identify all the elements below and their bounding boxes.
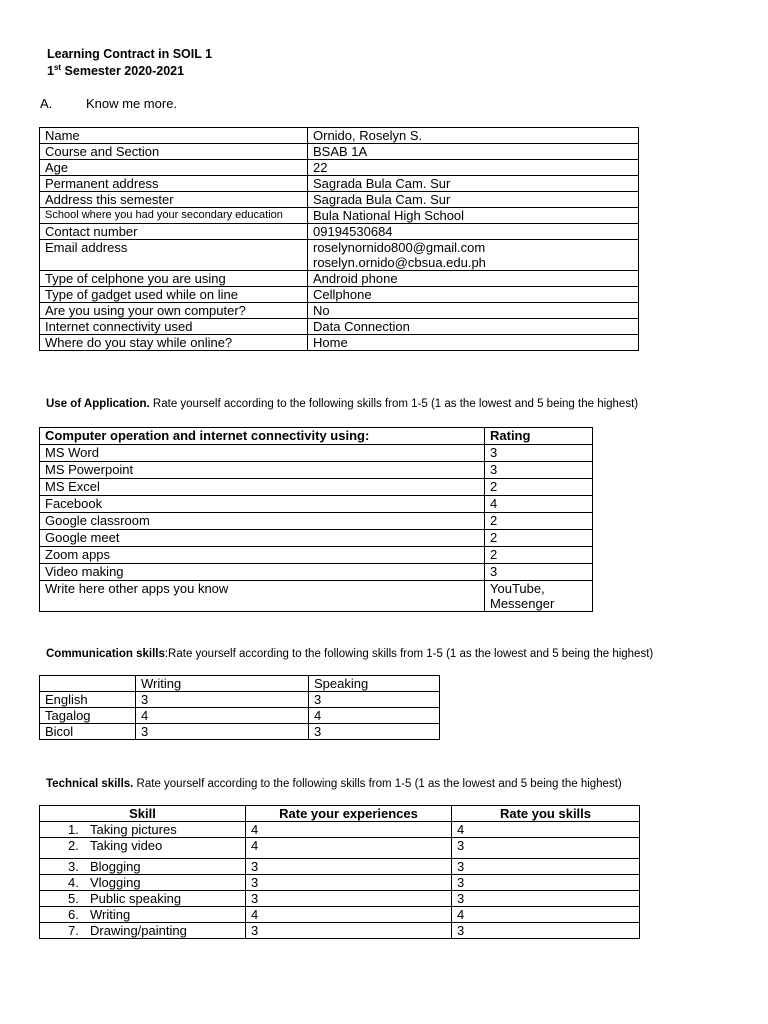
semester-line (47, 63, 212, 80)
table-row (40, 335, 639, 351)
profile-value (308, 240, 639, 271)
app-rating: 2 (485, 479, 593, 496)
app-rating: 2 (485, 530, 593, 547)
app-name: Zoom apps (40, 547, 485, 564)
profile-label: School where you had your secondary education (40, 208, 308, 224)
experience-rating: 3 (246, 859, 452, 875)
table-row (40, 160, 639, 176)
skill-rating: 3 (452, 875, 640, 891)
table-row (40, 287, 639, 303)
table-row (40, 838, 640, 859)
app-name: Google meet (40, 530, 485, 547)
app-name: Write here other apps you know (40, 581, 485, 612)
table-row (40, 271, 639, 287)
writing-rating: 4 (136, 708, 309, 724)
table-row (40, 192, 639, 208)
skill-number: 6. (68, 907, 79, 922)
skill-rating-col-header: Rate you skills (452, 806, 640, 822)
skill-number: 5. (68, 891, 79, 906)
app-rating: 2 (485, 513, 593, 530)
document-title: Learning Contract in SOIL 1 (47, 47, 213, 61)
skill-name: Drawing/painting (90, 923, 187, 938)
skill-number: 2. (68, 838, 79, 853)
communication-text: :Rate yourself according to the following skills from 1-5 (1 as the lowest and 5 being the highest) (164, 648, 654, 660)
other-app-1: YouTube, (490, 581, 545, 596)
table-row (40, 564, 593, 581)
table-row (40, 224, 639, 240)
skill-cell (40, 907, 246, 923)
app-name: MS Powerpoint (40, 462, 485, 479)
skill-number: 7. (68, 923, 79, 938)
table-row (40, 875, 640, 891)
table-header-row (40, 428, 593, 445)
profile-value: Ornido, Roselyn S. (308, 128, 639, 144)
skill-name: Vlogging (90, 875, 141, 890)
table-row (40, 724, 440, 740)
speaking-rating: 3 (309, 724, 440, 740)
speaking-rating: 3 (309, 692, 440, 708)
skill-rating: 3 (452, 838, 640, 859)
email-secondary: roselyn.ornido@cbsua.edu.ph (313, 255, 486, 270)
table-row (40, 822, 640, 838)
profile-label: Name (40, 128, 308, 144)
skill-number: 3. (68, 859, 79, 874)
skill-rating: 4 (452, 907, 640, 923)
profile-value: Cellphone (308, 287, 639, 303)
profile-value: BSAB 1A (308, 144, 639, 160)
language-name: English (40, 692, 136, 708)
application-heading: Use of Application. (46, 398, 150, 410)
technical-instructions (46, 777, 622, 792)
application-text: Rate yourself according to the following skills from 1-5 (1 as the lowest and 5 being the highest) (149, 398, 639, 410)
profile-label: Age (40, 160, 308, 176)
skill-number: 1. (68, 822, 79, 837)
profile-value: No (308, 303, 639, 319)
table-row (40, 547, 593, 564)
app-name: MS Excel (40, 479, 485, 496)
table-row (40, 240, 639, 271)
experience-rating: 4 (246, 907, 452, 923)
table-row (40, 907, 640, 923)
table-row (40, 513, 593, 530)
email-primary: roselynornido800@gmail.com (313, 240, 486, 255)
app-rating: 3 (485, 564, 593, 581)
skill-cell (40, 923, 246, 939)
skill-cell (40, 822, 246, 838)
application-table (39, 427, 593, 612)
experience-rating: 4 (246, 838, 452, 859)
table-row (40, 319, 639, 335)
skill-name: Taking pictures (90, 822, 177, 837)
profile-label: Internet connectivity used (40, 319, 308, 335)
skill-col-header: Skill (40, 806, 246, 822)
table-row (40, 923, 640, 939)
profile-value: Sagrada Bula Cam. Sur (308, 176, 639, 192)
app-rating: 3 (485, 445, 593, 462)
language-col-header (40, 676, 136, 692)
profile-label: Email address (40, 240, 308, 271)
table-row (40, 496, 593, 513)
skill-cell (40, 875, 246, 891)
app-rating (485, 581, 593, 612)
skill-name: Blogging (90, 859, 141, 874)
app-rating: 3 (485, 462, 593, 479)
semester-number: 1 (47, 64, 54, 78)
skill-rating: 3 (452, 859, 640, 875)
skill-name: Writing (90, 907, 131, 922)
profile-value: Data Connection (308, 319, 639, 335)
app-rating: 4 (485, 496, 593, 513)
skill-cell (40, 838, 246, 859)
skill-name: Taking video (90, 838, 163, 853)
technical-text: Rate yourself according to the following skills from 1-5 (1 as the lowest and 5 being the highest) (133, 778, 622, 790)
experience-rating: 3 (246, 875, 452, 891)
table-header-row (40, 806, 640, 822)
skill-rating: 3 (452, 891, 640, 907)
profile-value: Sagrada Bula Cam. Sur (308, 192, 639, 208)
profile-value: Home (308, 335, 639, 351)
skill-rating: 3 (452, 923, 640, 939)
table-row (40, 144, 639, 160)
table-row (40, 479, 593, 496)
profile-table (39, 127, 639, 351)
profile-label: Course and Section (40, 144, 308, 160)
table-row (40, 128, 639, 144)
language-name: Tagalog (40, 708, 136, 724)
app-name: Google classroom (40, 513, 485, 530)
table-header-row (40, 676, 440, 692)
profile-label: Are you using your own computer? (40, 303, 308, 319)
communication-instructions (46, 647, 653, 662)
experience-rating: 3 (246, 923, 452, 939)
application-instructions (46, 397, 638, 412)
table-row (40, 208, 639, 224)
profile-label: Permanent address (40, 176, 308, 192)
table-row (40, 859, 640, 875)
profile-value: 22 (308, 160, 639, 176)
profile-label: Address this semester (40, 192, 308, 208)
writing-rating: 3 (136, 724, 309, 740)
skill-cell (40, 859, 246, 875)
experience-rating: 4 (246, 822, 452, 838)
section-a-title: Know me more. (86, 96, 178, 111)
profile-label: Type of celphone you are using (40, 271, 308, 287)
table-row (40, 581, 593, 612)
section-a-number: A. (40, 96, 53, 111)
table-row (40, 462, 593, 479)
other-app-2: Messenger (490, 596, 555, 611)
experience-col-header: Rate your experiences (246, 806, 452, 822)
profile-label: Where do you stay while online? (40, 335, 308, 351)
skill-number: 4. (68, 875, 79, 890)
app-name: Facebook (40, 496, 485, 513)
skill-cell (40, 891, 246, 907)
table-row (40, 445, 593, 462)
writing-col-header: Writing (136, 676, 309, 692)
language-name: Bicol (40, 724, 136, 740)
table-row (40, 891, 640, 907)
skill-name: Public speaking (90, 891, 182, 906)
table-row (40, 176, 639, 192)
profile-value: Android phone (308, 271, 639, 287)
speaking-rating: 4 (309, 708, 440, 724)
experience-rating: 3 (246, 891, 452, 907)
speaking-col-header: Speaking (309, 676, 440, 692)
semester-text: Semester 2020-2021 (61, 64, 185, 78)
document-header (47, 46, 212, 80)
profile-value: Bula National High School (308, 208, 639, 224)
app-rating: 2 (485, 547, 593, 564)
semester-ordinal: st (53, 62, 62, 72)
communication-heading: Communication skills (46, 648, 165, 660)
section-a-heading (40, 96, 177, 111)
application-col-header: Computer operation and internet connectivity using: (40, 428, 485, 445)
table-row (40, 692, 440, 708)
profile-label: Contact number (40, 224, 308, 240)
writing-rating: 3 (136, 692, 309, 708)
skill-rating: 4 (452, 822, 640, 838)
rating-col-header: Rating (485, 428, 593, 445)
technical-skills-table (39, 805, 640, 939)
communication-table (39, 675, 440, 740)
profile-value: 09194530684 (308, 224, 639, 240)
app-name: MS Word (40, 445, 485, 462)
table-row (40, 530, 593, 547)
profile-label: Type of gadget used while on line (40, 287, 308, 303)
app-name: Video making (40, 564, 485, 581)
table-row (40, 303, 639, 319)
table-row (40, 708, 440, 724)
technical-heading: Technical skills. (46, 778, 134, 790)
